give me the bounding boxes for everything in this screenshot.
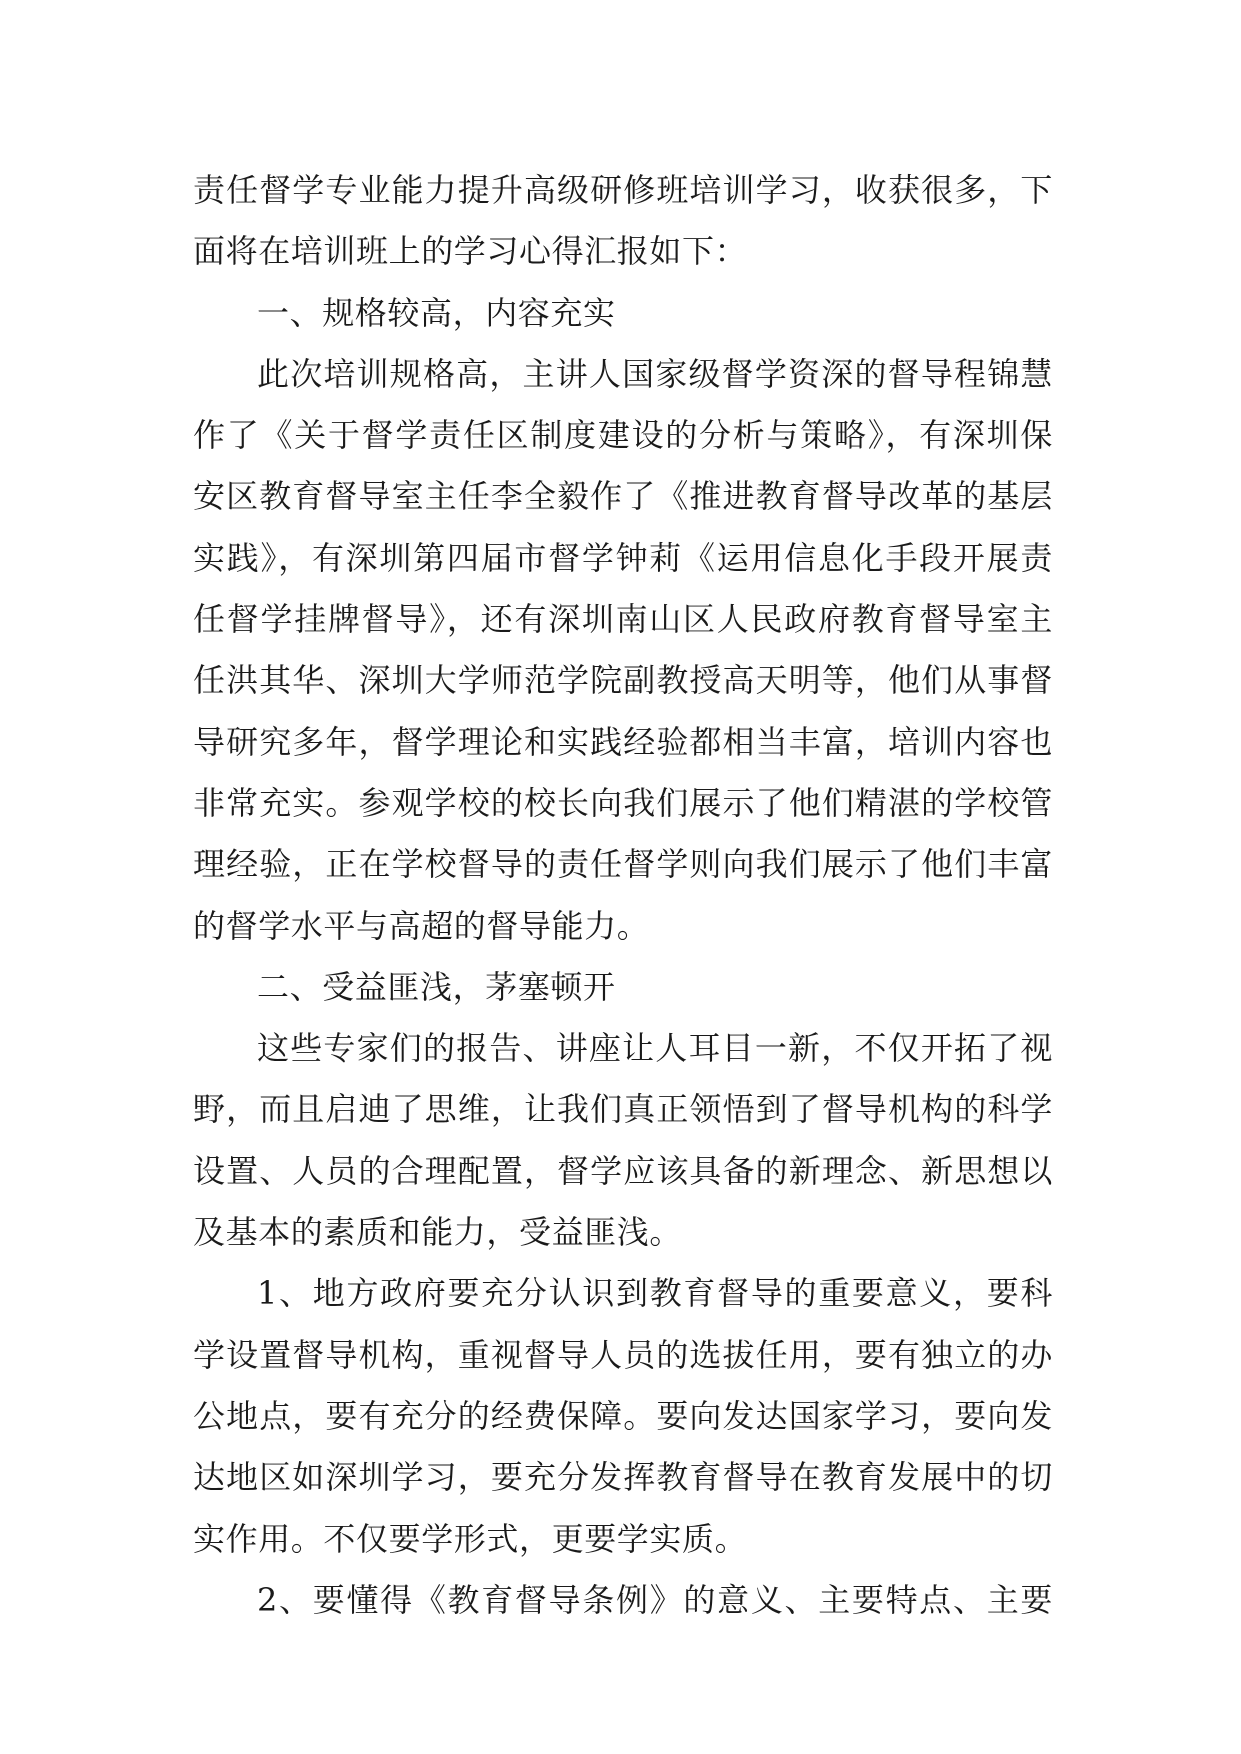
text-line: 的督学水平与高超的督导能力。 [193,906,650,945]
text-line: 野，而且启迪了思维，让我们真正领悟到了督导机构的科学 [193,1090,1053,1129]
text-line: 2、要懂得《教育督导条例》的意义、主要特点、主要 [257,1580,1053,1619]
text-line: 非常充实。参观学校的校长向我们展示了他们精湛的学校管 [193,783,1053,822]
section-heading: 二、受益匪浅，茅塞顿开 [257,967,616,1006]
text-line: 公地点，要有充分的经费保障。要向发达国家学习，要向发 [193,1396,1053,1435]
text-line: 实作用。不仅要学形式，更要学实质。 [193,1519,748,1558]
text-line: 任洪其华、深圳大学师范学院副教授高天明等，他们从事督 [193,661,1053,700]
text-line: 安区教育督导室主任李全毅作了《推进教育督导改革的基层 [193,477,1053,516]
text-line: 设置、人员的合理配置，督学应该具备的新理念、新思想以 [193,1151,1053,1190]
text-line: 任督学挂牌督导》，还有深圳南山区人民政府教育督导室主 [193,600,1053,639]
body-text [193,160,1053,1631]
text-line: 这些专家们的报告、讲座让人耳目一新，不仅开拓了视 [257,1029,1053,1068]
text-line: 责任督学专业能力提升高级研修班培训学习，收获很多，下 [193,171,1053,209]
text-line: 作了《关于督学责任区制度建设的分析与策略》，有深圳保 [193,416,1053,455]
text-line: 此次培训规格高，主讲人国家级督学资深的督导程锦慧 [257,354,1053,393]
text-line: 面将在培训班上的学习心得汇报如下： [193,232,748,271]
text-line: 学设置督导机构，重视督导人员的选拔任用，要有独立的办 [193,1335,1053,1374]
text-line: 实践》，有深圳第四届市督学钟莉《运用信息化手段开展责 [193,538,1053,577]
text-line: 及基本的素质和能力，受益匪浅。 [193,1213,683,1252]
text-line: 达地区如深圳学习，要充分发挥教育督导在教育发展中的切 [193,1458,1053,1497]
section-heading: 一、规格较高，内容充实 [257,293,616,332]
text-line: 1、地方政府要充分认识到教育督导的重要意义，要科 [257,1274,1053,1313]
text-line: 理经验，正在学校督导的责任督学则向我们展示了他们丰富 [193,845,1053,884]
text-line: 导研究多年，督学理论和实践经验都相当丰富，培训内容也 [193,722,1053,761]
